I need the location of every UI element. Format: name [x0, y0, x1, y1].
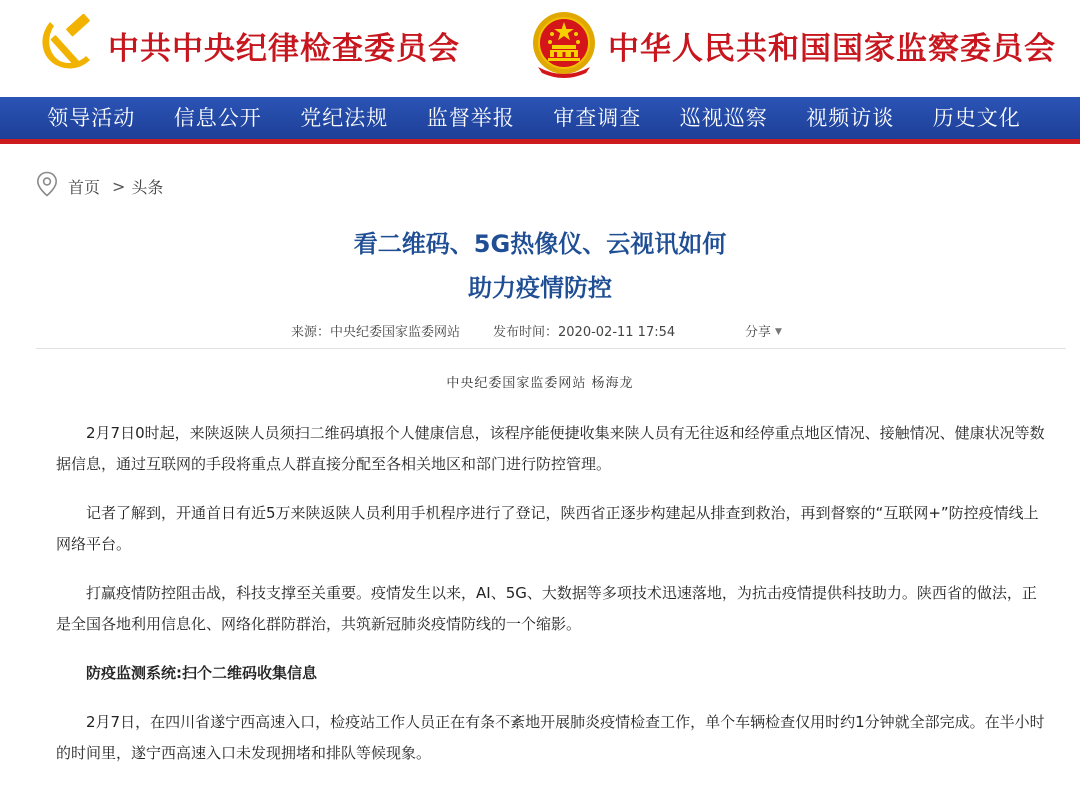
article-byline: 中央纪委国家监委网站 杨海龙 — [446, 376, 634, 391]
meta-divider — [36, 348, 1066, 349]
nav-item-history[interactable]: 历史文化 — [932, 106, 1021, 130]
article-body — [56, 418, 1046, 787]
article-paragraph: 2月7日，在四川省遂宁西高速入口，检疫站工作人员正在有条不紊地开展肺炎疫情检查工作，单个车辆检查仅用时约1分钟就全部完成。在半小时的时间里，遂宁西高速入口未发现拥堵和排队等候现象。 — [56, 713, 1045, 762]
nav-list — [0, 97, 1080, 139]
nav-item-report[interactable]: 监督举报 — [426, 106, 515, 130]
nav-item-info-disclosure[interactable]: 信息公开 — [173, 106, 262, 130]
breadcrumb — [36, 172, 163, 200]
national-emblem-icon — [530, 9, 598, 81]
article-paragraph: 打赢疫情防控阻击战，科技支撑至关重要。疫情发生以来，AI、5G、大数据等多项技术迅速落地，为抗击疫情提供科技助力。陕西省的做法，正是全国各地利用信息化、网络化群防群治，共筑新冠肺炎疫情防线的一个缩影。 — [56, 584, 1037, 633]
location-pin-icon — [36, 171, 58, 201]
article-paragraph: 记者了解到，开通首日有近5万来陕返陕人员利用手机程序进行了登记，陕西省正逐步构建起从排查到救治，再到督察的“互联网+”防控疫情线上网络平台。 — [56, 504, 1039, 553]
brand-ccdi[interactable] — [36, 6, 460, 84]
breadcrumb-separator: > — [112, 176, 126, 196]
article-meta — [0, 321, 1080, 341]
article-publish-time: 发布时间：2020-02-11 17:54 — [493, 325, 676, 340]
nsc-name: 中华人民共和国国家监察委员会 — [608, 30, 1056, 67]
nav-item-leadership[interactable]: 领导活动 — [47, 106, 136, 130]
ccdi-name: 中共中央纪律检查委员会 — [108, 30, 460, 67]
article-paragraph: 2月7日0时起，来陕返陕人员须扫二维码填报个人健康信息，该程序能便捷收集来陕人员有无往返和经停重点地区情况、接触情况、健康状况等数据信息，通过互联网的手段将重点人群直接分配至各相关地区和部门进行防控管理。 — [56, 424, 1045, 473]
nav-item-investigation[interactable]: 审查调查 — [553, 106, 642, 130]
main-nav — [0, 97, 1080, 144]
article-source: 来源：中央纪委国家监委网站 — [291, 325, 461, 340]
article-title — [0, 222, 1080, 310]
nav-item-video[interactable]: 视频访谈 — [806, 106, 895, 130]
article-title-line-1: 看二维码、5G热像仪、云视讯如何 — [353, 230, 727, 258]
brand-nsc[interactable] — [530, 6, 1056, 84]
party-emblem-icon — [36, 14, 98, 76]
site-header — [0, 0, 1080, 96]
article-subheading: 防疫监测系统:扫个二维码收集信息 — [86, 664, 318, 682]
caret-down-icon: ▼ — [775, 327, 782, 337]
share-label: 分享 — [745, 325, 772, 340]
article-title-line-2: 助力疫情防控 — [468, 274, 612, 302]
breadcrumb-home-link[interactable]: 首页 — [68, 177, 101, 197]
nav-item-inspection[interactable]: 巡视巡察 — [679, 106, 768, 130]
breadcrumb-current[interactable]: 头条 — [131, 177, 164, 197]
share-button[interactable] — [745, 321, 782, 340]
nav-item-party-rules[interactable]: 党纪法规 — [300, 106, 389, 130]
